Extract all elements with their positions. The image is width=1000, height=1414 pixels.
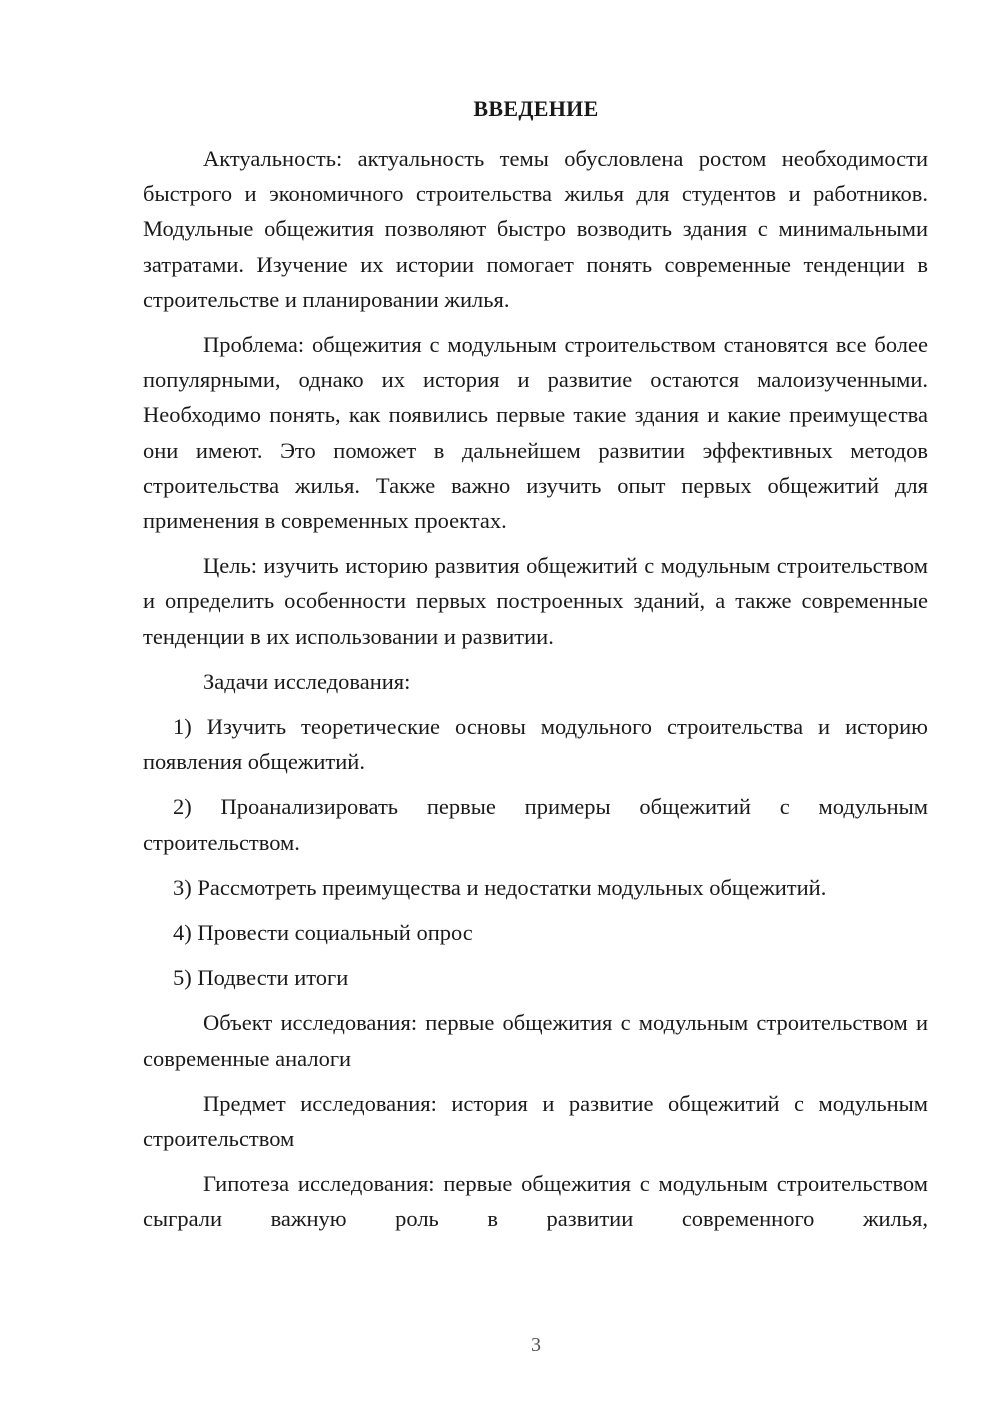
paragraph-relevance: Актуальность: актуальность темы обусловлена ростом необходимости быстрого и экономичного строительства жилья для студентов и работников. Модульные общежития позволяют быстро возводить здания с минимальными затратами. Изучение их истории помогает понять современные тенденции в строительстве и планировании жилья. — [143, 146, 928, 312]
task-item-3: 3) Рассмотреть преимущества и недостатки модульных общежитий. — [173, 874, 827, 900]
task-item-2: 2) Проанализировать первые примеры общежитий с модульным строительством. — [143, 794, 928, 855]
paragraph-object: Объект исследования: первые общежития с модульным строительством и современные аналоги — [143, 1010, 928, 1071]
paragraph-hypothesis: Гипотеза исследования: первые общежития с модульным строительством сыграли важную роль в развитии современного жилья, — [143, 1171, 928, 1232]
paragraph-tasks-heading: Задачи исследования: — [203, 668, 411, 694]
task-item-1: 1) Изучить теоретические основы модульного строительства и историю появления общежитий. — [143, 714, 928, 775]
page-title: ВВЕДЕНИЕ — [473, 96, 599, 121]
document-body — [143, 141, 928, 1247]
paragraph-subject: Предмет исследования: история и развитие общежитий с модульным строительством — [143, 1090, 928, 1152]
task-item-4: 4) Провести социальный опрос — [173, 920, 473, 946]
task-item-5: 5) Подвести итоги — [173, 965, 349, 991]
paragraph-problem: Проблема: общежития с модульным строительством становятся все более популярными, однако их история и развитие остаются малоизученными. Необходимо понять, как появились первые такие здания и какие преимущества они имеют. Это поможет в дальнейшем развитии эффективных методов строительства жилья. Также важно изучить опыт первых общежитий для применения в современных проектах. — [143, 332, 928, 534]
page-number: 3 — [531, 1334, 541, 1356]
paragraph-goal: Цель: изучить историю развития общежитий с модульным строительством и определить особенности первых построенных зданий, а также современные тенденции в их использовании и развитии. — [143, 553, 928, 649]
